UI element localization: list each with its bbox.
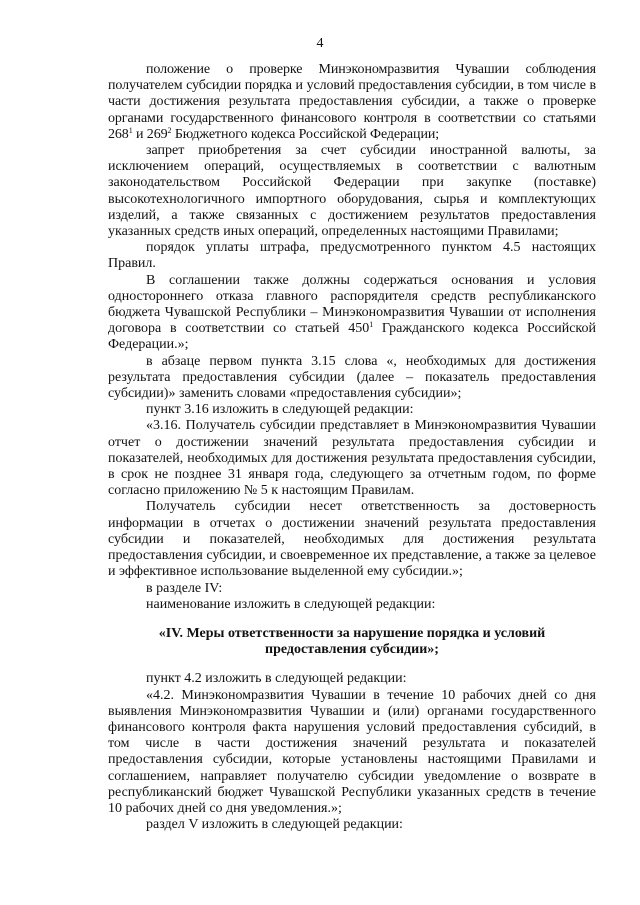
heading-line: предоставления субсидии»;: [265, 642, 439, 658]
paragraph-text: В соглашении также должны содержаться основания и условия одностороннего отказа главного распорядителя средств республиканского бюджета Чувашской Республики – Минэкономразвития Чувашии от исполнения договора в соответствии со статьей 450: [108, 272, 596, 337]
paragraph-4-2-intro: пункт 4.2 изложить в следующей редакции:: [146, 671, 407, 687]
paragraph-verification-clause: [108, 62, 596, 143]
paragraph-unilateral-refusal: [108, 273, 596, 354]
paragraph-title-change: наименование изложить в следующей редакции:: [146, 596, 436, 612]
paragraph-text: Гражданского кодекса Российской Федерации.»;: [108, 321, 596, 353]
heading-line: «IV. Меры ответственности за нарушение порядка и условий: [158, 625, 546, 641]
paragraph-penalty-order: порядок уплаты штрафа, предусмотренного пунктом 4.5 настоящих Правил.: [108, 240, 596, 272]
paragraph-4-2-text: «4.2. Минэкономразвития Чувашии в течение 10 рабочих дней со дня выявления Минэкономразвития Чувашии и (или) органами государственного финансового контроля факта нарушения условий предоставления субсидий, в том числе в части достижения значений результата и показателей предоставления субсидии, которые установлены настоящими Правилами и соглашением, направляет получателю субсидии уведомление о возврате в республиканский бюджет Чувашской Республики указанных средств в течение 10 рабочих дней со дня уведомления.»;: [108, 687, 596, 816]
superscript: 2: [167, 125, 172, 135]
paragraph-text: и 269: [132, 126, 168, 142]
paragraph-3-16-intro: пункт 3.16 изложить в следующей редакции:: [146, 402, 414, 418]
superscript: 1: [369, 320, 374, 330]
page-number: 4: [316, 36, 324, 51]
paragraph-3-16-text: «3.16. Получатель субсидии представляет в Минэкономразвития Чувашии отчет о достижении значений результата предоставления субсидии и показателей, необходимых для достижения результата предоставления субсидии, в срок не позднее 31 января года, следующего за отчетным годом, по форме согласно приложению № 5 к настоящим Правилам.: [108, 418, 596, 499]
paragraph-section-iv: в разделе IV:: [146, 580, 223, 596]
paragraph-responsibility: Получатель субсидии несет ответственность за достоверность информации в отчетах о достижении значений результата предоставления субсидии и показателей, необходимых для достижения результата предоставления субсидии, и своевременное их представление, а также за целевое и эффективное использование выделенной ему субсидии.»;: [108, 499, 596, 580]
paragraph-currency-ban: запрет приобретения за счет субсидии иностранной валюты, за исключением операций, осуществляемых в соответствии с валютным законодательством Российской Федерации при закупке (поставке) высокотехнологичного импортного оборудования, сырья и комплектующих изделий, а также связанных с достижением результатов предоставления указанных средств иных операций, определенных настоящими Правилами;: [108, 143, 596, 240]
section-heading: [108, 626, 596, 658]
superscript: 1: [128, 125, 133, 135]
paragraph-text: Бюджетного кодекса Российской Федерации;: [171, 126, 440, 142]
paragraph-amend-3-15: в абзаце первом пункта 3.15 слова «, необходимых для достижения результата предоставления субсидии (далее – показатель предоставления субсидии)» заменить словами «предоставления субсидии»;: [108, 353, 596, 402]
paragraph-text: положение о проверке Минэкономразвития Чувашии соблюдения получателем субсидии порядка и условий предоставления субсидии, в том числе в части достижения результата предоставления субсидии, а также о проверке органами государственного финансового контроля в соответствии со статьями 268: [108, 62, 596, 142]
paragraph-section-v: раздел V изложить в следующей редакции:: [146, 817, 403, 833]
document-body: [108, 62, 596, 833]
